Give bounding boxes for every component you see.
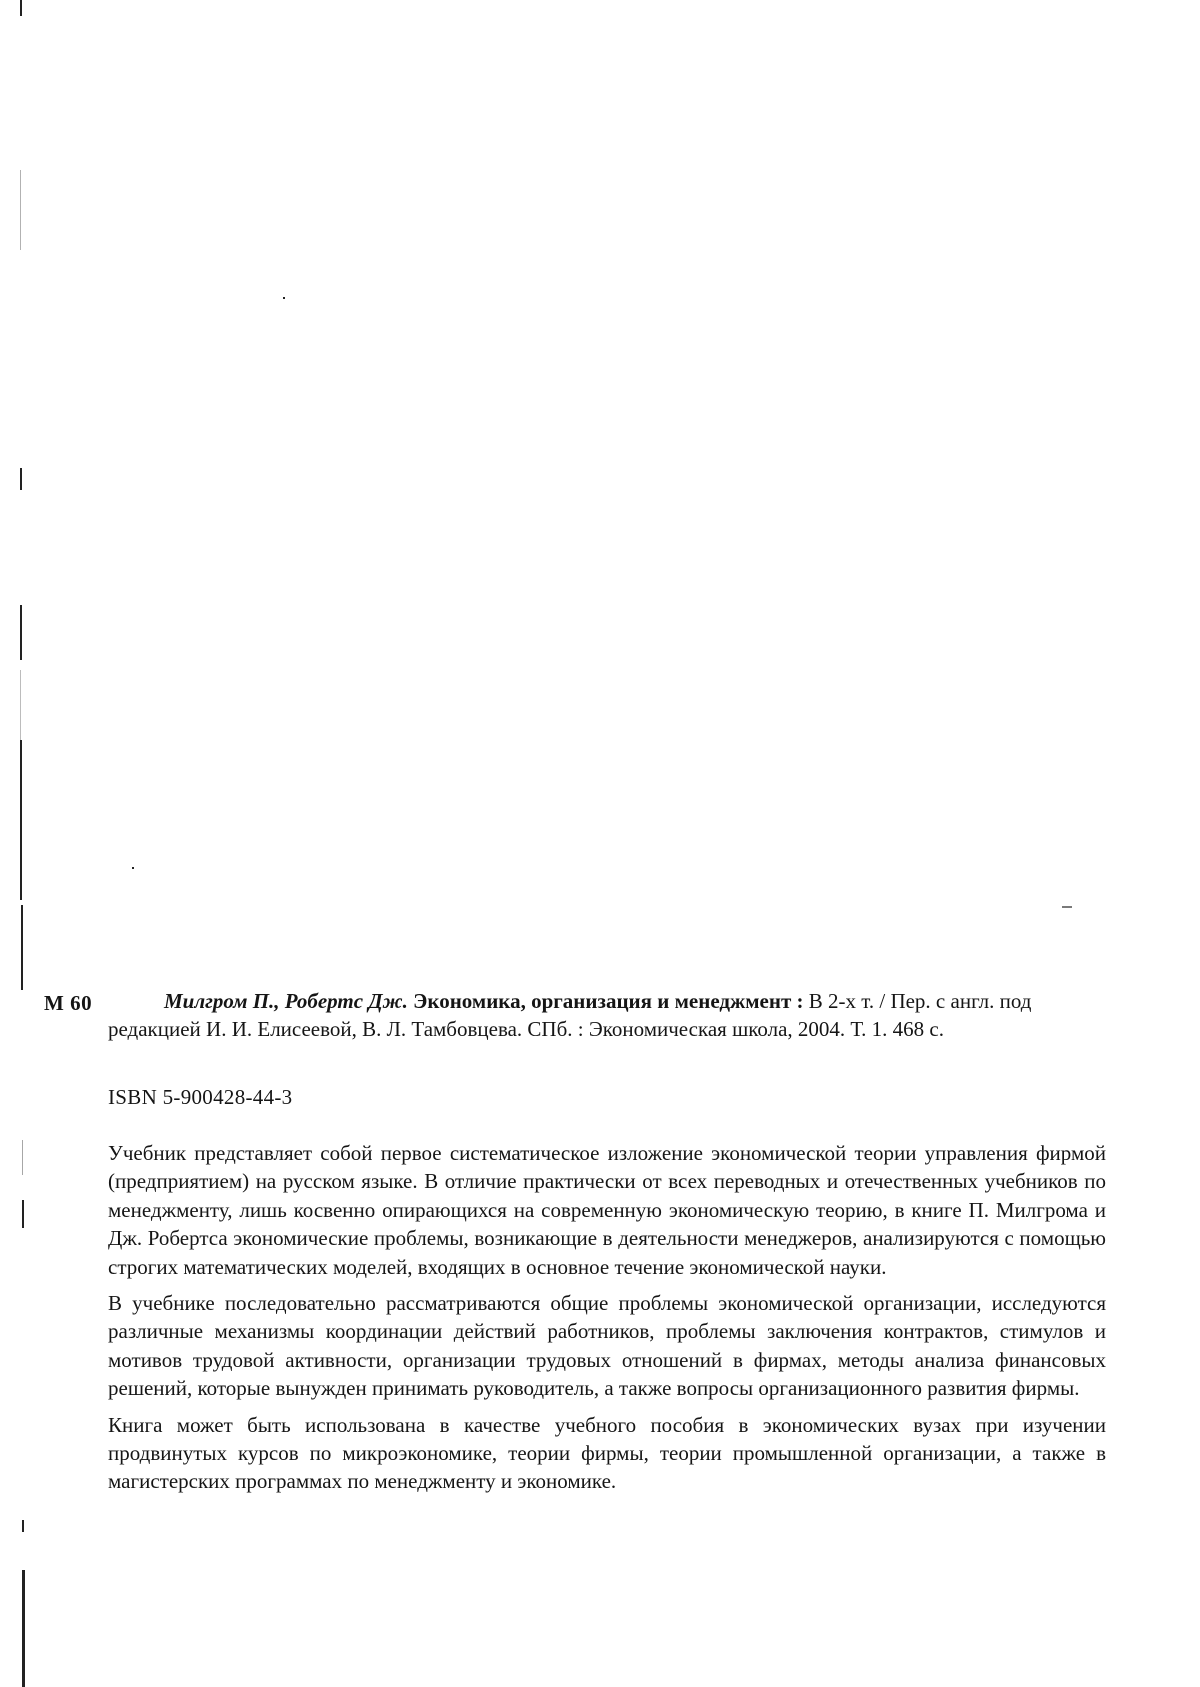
publication-details: В 2-х т. / Пер. с англ. под редакцией И. И. Елисеевой, В. Л. Тамбовцева. СПб. : Экономическая школа, 2004. Т. 1. 468 с. bbox=[108, 989, 1032, 1041]
scan-artifact bbox=[20, 605, 22, 660]
scan-artifact bbox=[22, 1570, 25, 1687]
scan-artifact bbox=[21, 905, 23, 990]
scan-artifact bbox=[22, 1140, 23, 1175]
scan-artifact bbox=[20, 740, 22, 900]
bibliographic-text bbox=[108, 987, 1106, 1043]
abstract bbox=[108, 1139, 1106, 1504]
scan-artifact bbox=[283, 297, 285, 299]
scan-artifact bbox=[20, 170, 21, 250]
scan-artifact bbox=[132, 867, 134, 869]
scan-artifact bbox=[22, 1200, 24, 1228]
scan-artifact bbox=[20, 0, 22, 16]
authors: Милгром П., Робертс Дж. bbox=[164, 989, 408, 1013]
scan-artifact bbox=[1062, 906, 1072, 908]
book-title: Экономика, организация и менеджмент : bbox=[413, 989, 804, 1013]
scan-artifact bbox=[20, 468, 22, 490]
abstract-paragraph: В учебнике последовательно рассматриваются общие проблемы экономической организации, исследуются различные механизмы координации действий работников, проблемы заключения контрактов, стимулов и мотивов трудовой активности, организации трудовых отношений в фирмах, методы анализа финансовых решений, которые вынужден принимать руководитель, а также вопросы организационного развития фирмы. bbox=[108, 1291, 1106, 1401]
catalog-code: М 60 bbox=[44, 991, 93, 1015]
bibliographic-entry bbox=[108, 987, 1106, 1043]
scan-artifact bbox=[22, 1520, 24, 1532]
isbn: ISBN 5-900428-44-3 bbox=[108, 1085, 293, 1109]
scan-artifact bbox=[20, 670, 21, 740]
abstract-paragraph: Книга может быть использована в качестве учебного пособия в экономических вузах при изучении продвинутых курсов по микроэкономике, теории фирмы, теории промышленной организации, а также в магистерских программах по менеджменту и экономике. bbox=[108, 1412, 1106, 1494]
abstract-paragraph: Учебник представляет собой первое систематическое изложение экономической теории управления фирмой (предприятием) на русском языке. В отличие практически от всех переводных и отечественных учебников по менеджменту, лишь косвенно опирающихся на современную экономическую теорию, в книге П. Милгрома и Дж. Робертса экономические проблемы, возникающие в деятельности менеджеров, анализируются с помощью строгих математических моделей, входящих в основное течение экономической науки. bbox=[108, 1141, 1106, 1279]
